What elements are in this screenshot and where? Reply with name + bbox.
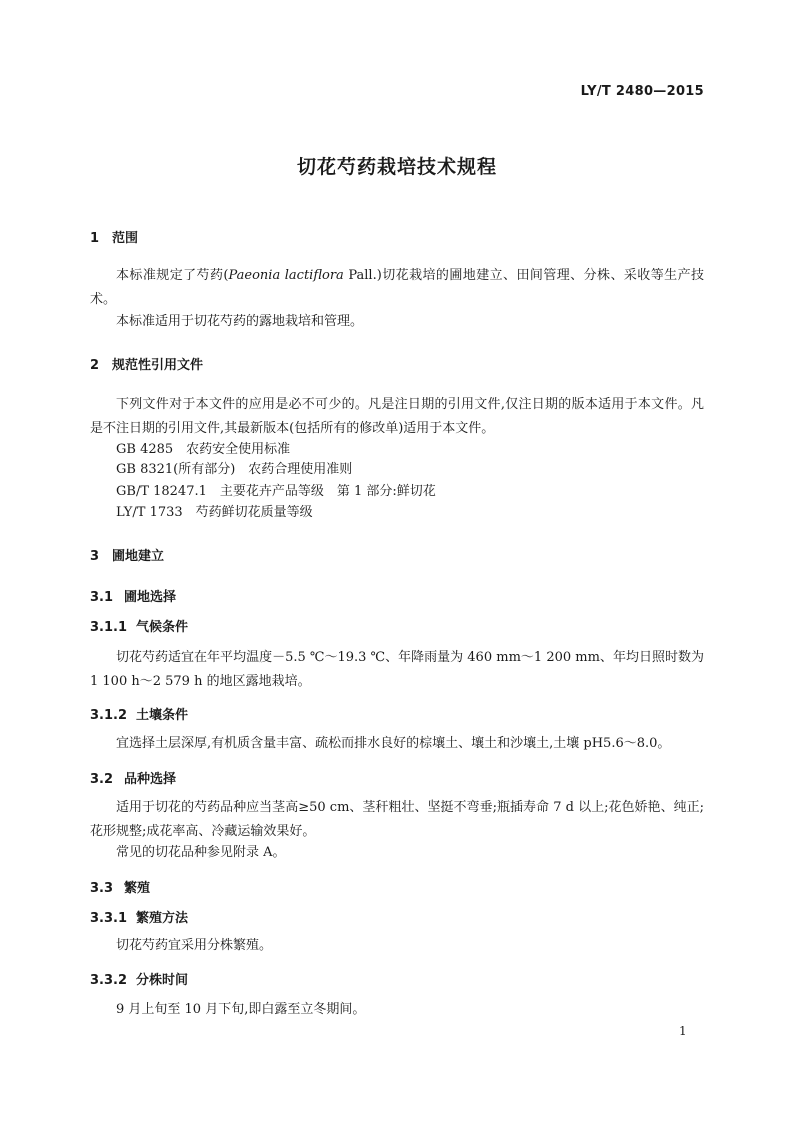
section-title: 圃地选择 (124, 590, 177, 605)
section-3-1-heading (90, 586, 176, 605)
section-3-3-2-heading (90, 969, 188, 988)
reference-item: LY/T 1733 芍药鲜切花质量等级 (116, 505, 313, 520)
section-title: 繁殖 (124, 881, 151, 896)
section-3-3-2-paragraph: 9 月上旬至 10 月下旬,即白露至立冬期间。 (116, 1002, 366, 1017)
section-3-2-heading (90, 768, 176, 787)
reference-item: GB 4285 农药安全使用标准 (116, 442, 291, 457)
section-1-paragraph-2: 本标准适用于切花芍药的露地栽培和管理。 (116, 314, 364, 329)
text-segment: Pall.)切花栽培的圃地建立、田间管理、分株、采收等生产技术。 (90, 268, 704, 307)
section-3-2-paragraph-1: 适用于切花的芍药品种应当茎高≥50 cm、茎秆粗壮、坚挺不弯垂;瓶插寿命 7 d 以上;花色娇艳、纯正;花形规整;成花率高、冷藏运输效果好。 (90, 800, 704, 839)
section-title: 繁殖方法 (136, 911, 189, 926)
section-3-3-heading (90, 877, 150, 896)
section-number: 3.1.1 (90, 620, 128, 635)
section-number: 3.3.2 (90, 973, 128, 988)
section-title: 气候条件 (136, 620, 189, 635)
section-number: 1 (90, 231, 100, 246)
section-3-1-1-heading (90, 616, 188, 635)
latin-name: Paeonia lactiflora (228, 268, 344, 283)
page-number: 1 (679, 1024, 687, 1038)
section-title: 圃地建立 (112, 549, 165, 564)
section-3-1-2-paragraph: 宜选择土层深厚,有机质含量丰富、疏松而排水良好的棕壤土、壤土和沙壤土,土壤 pH5.6～8.0。 (116, 736, 671, 751)
reference-item: GB 8321(所有部分) 农药合理使用准则 (116, 462, 353, 477)
standard-number: LY/T 2480—2015 (580, 84, 704, 99)
section-3-1-1-paragraph: 切花芍药适宜在年平均温度－5.5 ℃～19.3 ℃、年降雨量为 460 mm～1 200 mm、年均日照时数为 1 100 h～2 579 h 的地区露地栽培。 (90, 650, 704, 689)
section-1-paragraph-1 (90, 264, 704, 312)
section-title: 范围 (112, 231, 139, 246)
section-number: 3 (90, 549, 100, 564)
section-3-3-1-heading (90, 907, 188, 926)
section-title: 规范性引用文件 (112, 358, 204, 373)
section-3-heading (90, 545, 164, 564)
section-number: 3.3 (90, 881, 114, 896)
section-title: 品种选择 (124, 772, 177, 787)
section-number: 3.2 (90, 772, 114, 787)
section-3-1-2-heading (90, 704, 188, 723)
reference-item: GB/T 18247.1 主要花卉产品等级 第 1 部分:鲜切花 (116, 484, 436, 499)
section-number: 3.1 (90, 590, 114, 605)
section-3-3-1-paragraph: 切花芍药宜采用分株繁殖。 (116, 938, 273, 953)
section-3-2-paragraph-2: 常见的切花品种参见附录 A。 (116, 845, 286, 860)
section-number: 3.3.1 (90, 911, 128, 926)
section-number: 2 (90, 358, 100, 373)
section-title: 分株时间 (136, 973, 189, 988)
section-2-heading (90, 354, 203, 373)
text-segment: 本标准规定了芍药( (116, 268, 229, 283)
document-title: 切花芍药栽培技术规程 (296, 156, 497, 178)
section-2-paragraph-1: 下列文件对于本文件的应用是必不可少的。凡是注日期的引用文件,仅注日期的版本适用于本文件。凡是不注日期的引用文件,其最新版本(包括所有的修改单)适用于本文件。 (90, 397, 704, 436)
section-1-heading (90, 227, 138, 246)
section-title: 土壤条件 (136, 708, 189, 723)
section-number: 3.1.2 (90, 708, 128, 723)
